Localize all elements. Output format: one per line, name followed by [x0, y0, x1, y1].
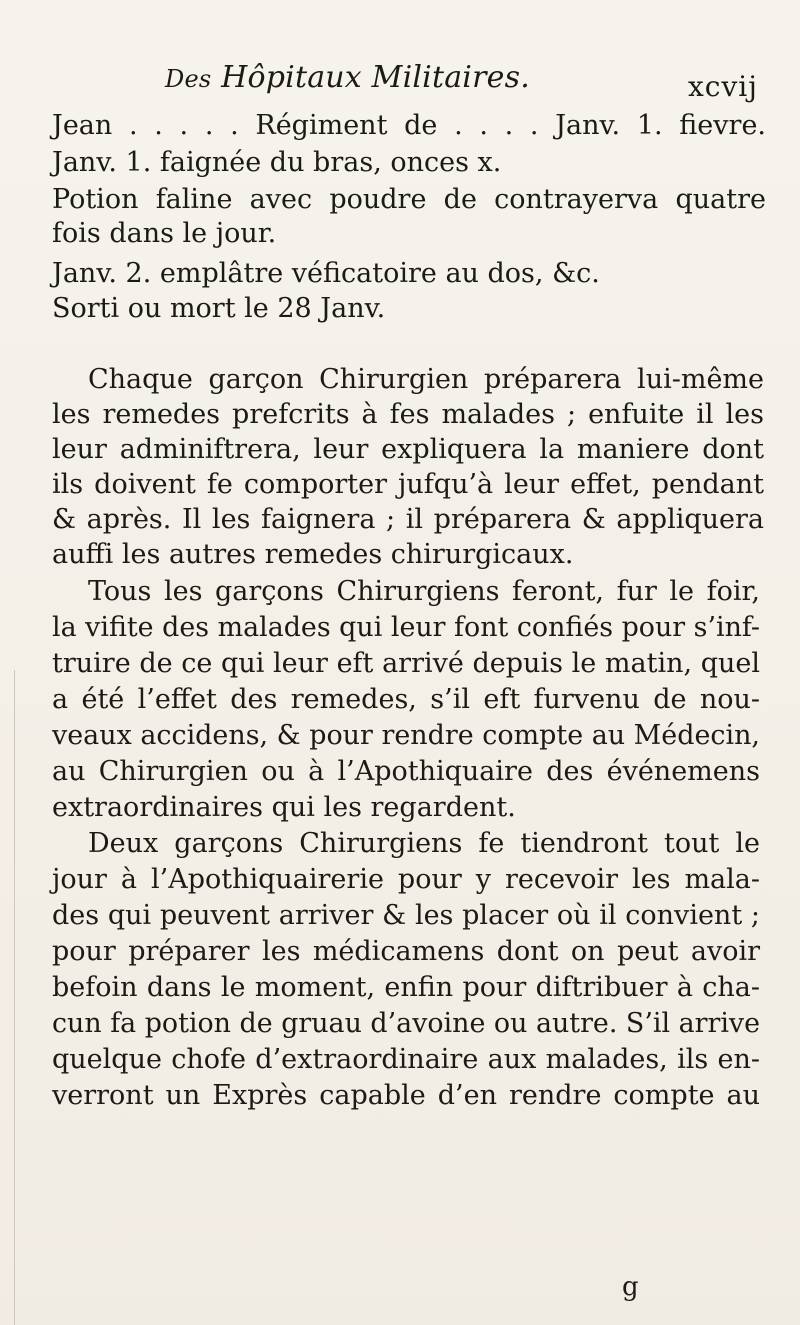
paragraph-line: a été l’effet des remedes, s’il eft furvenu de nou-: [52, 684, 760, 715]
running-head: [165, 60, 530, 95]
paragraph-line: ils doivent fe comporter jufqu’à leur effet, pendant: [52, 469, 764, 500]
paragraph-line: quelque chofe d’extraordinaire aux malades, ils en-: [52, 1044, 760, 1075]
paragraph-line: cun fa potion de gruau d’avoine ou autre. S’il arrive: [52, 1008, 760, 1039]
running-head-title: Hôpitaux Militaires.: [221, 60, 530, 95]
running-head-prefix: Des: [165, 65, 212, 93]
paragraph-line: les remedes prefcrits à fes malades ; enfuite il les: [52, 399, 764, 430]
paragraph-line: veaux accidens, & pour rendre compte au Médecin,: [52, 720, 760, 751]
paragraph-line: au Chirurgien ou à l’Apothiquaire des événemens: [52, 756, 760, 787]
record-line: fois dans le jour.: [52, 218, 277, 249]
signature-mark: g: [622, 1272, 639, 1302]
paragraph-line: befoin dans le moment, enfin pour diftribuer à cha-: [52, 972, 760, 1003]
record-line: Jean . . . . . Régiment de . . . . Janv. 1. fievre.: [52, 110, 766, 141]
page-edge-rule: [14, 670, 15, 1325]
paragraph-line: des qui peuvent arriver & les placer où il convient ;: [52, 900, 760, 931]
record-line: Potion faline avec poudre de contrayerva quatre: [52, 184, 766, 215]
paragraph-line: Deux garçons Chirurgiens fe tiendront tout le: [88, 828, 760, 859]
paragraph-line: Tous les garçons Chirurgiens feront, fur le foir,: [88, 576, 760, 607]
paragraph-line: leur adminiftrera, leur expliquera la maniere dont: [52, 434, 764, 465]
paragraph-line: extraordinaires qui les regardent.: [52, 792, 516, 823]
paragraph-line: Chaque garçon Chirurgien préparera lui-même: [88, 364, 764, 395]
paragraph-line: truire de ce qui leur eft arrivé depuis le matin, quel: [52, 648, 760, 679]
paragraph-line: pour préparer les médicamens dont on peut avoir: [52, 936, 760, 967]
paragraph-line: verront un Exprès capable d’en rendre compte au: [52, 1080, 760, 1111]
paragraph-line: & après. Il les faignera ; il préparera & appliquera: [52, 504, 764, 535]
page-number: xcvij: [688, 70, 758, 103]
record-line: Janv. 2. emplâtre véficatoire au dos, &c.: [52, 258, 600, 289]
paragraph-line: auffi les autres remedes chirurgicaux.: [52, 539, 574, 570]
record-line: Janv. 1. faignée du bras, onces x.: [52, 147, 502, 178]
paragraph-line: jour à l’Apothiquairerie pour y recevoir les mala-: [52, 864, 760, 895]
record-line: Sorti ou mort le 28 Janv.: [52, 293, 386, 324]
paragraph-line: la vifite des malades qui leur font confiés pour s’inf-: [52, 612, 761, 643]
